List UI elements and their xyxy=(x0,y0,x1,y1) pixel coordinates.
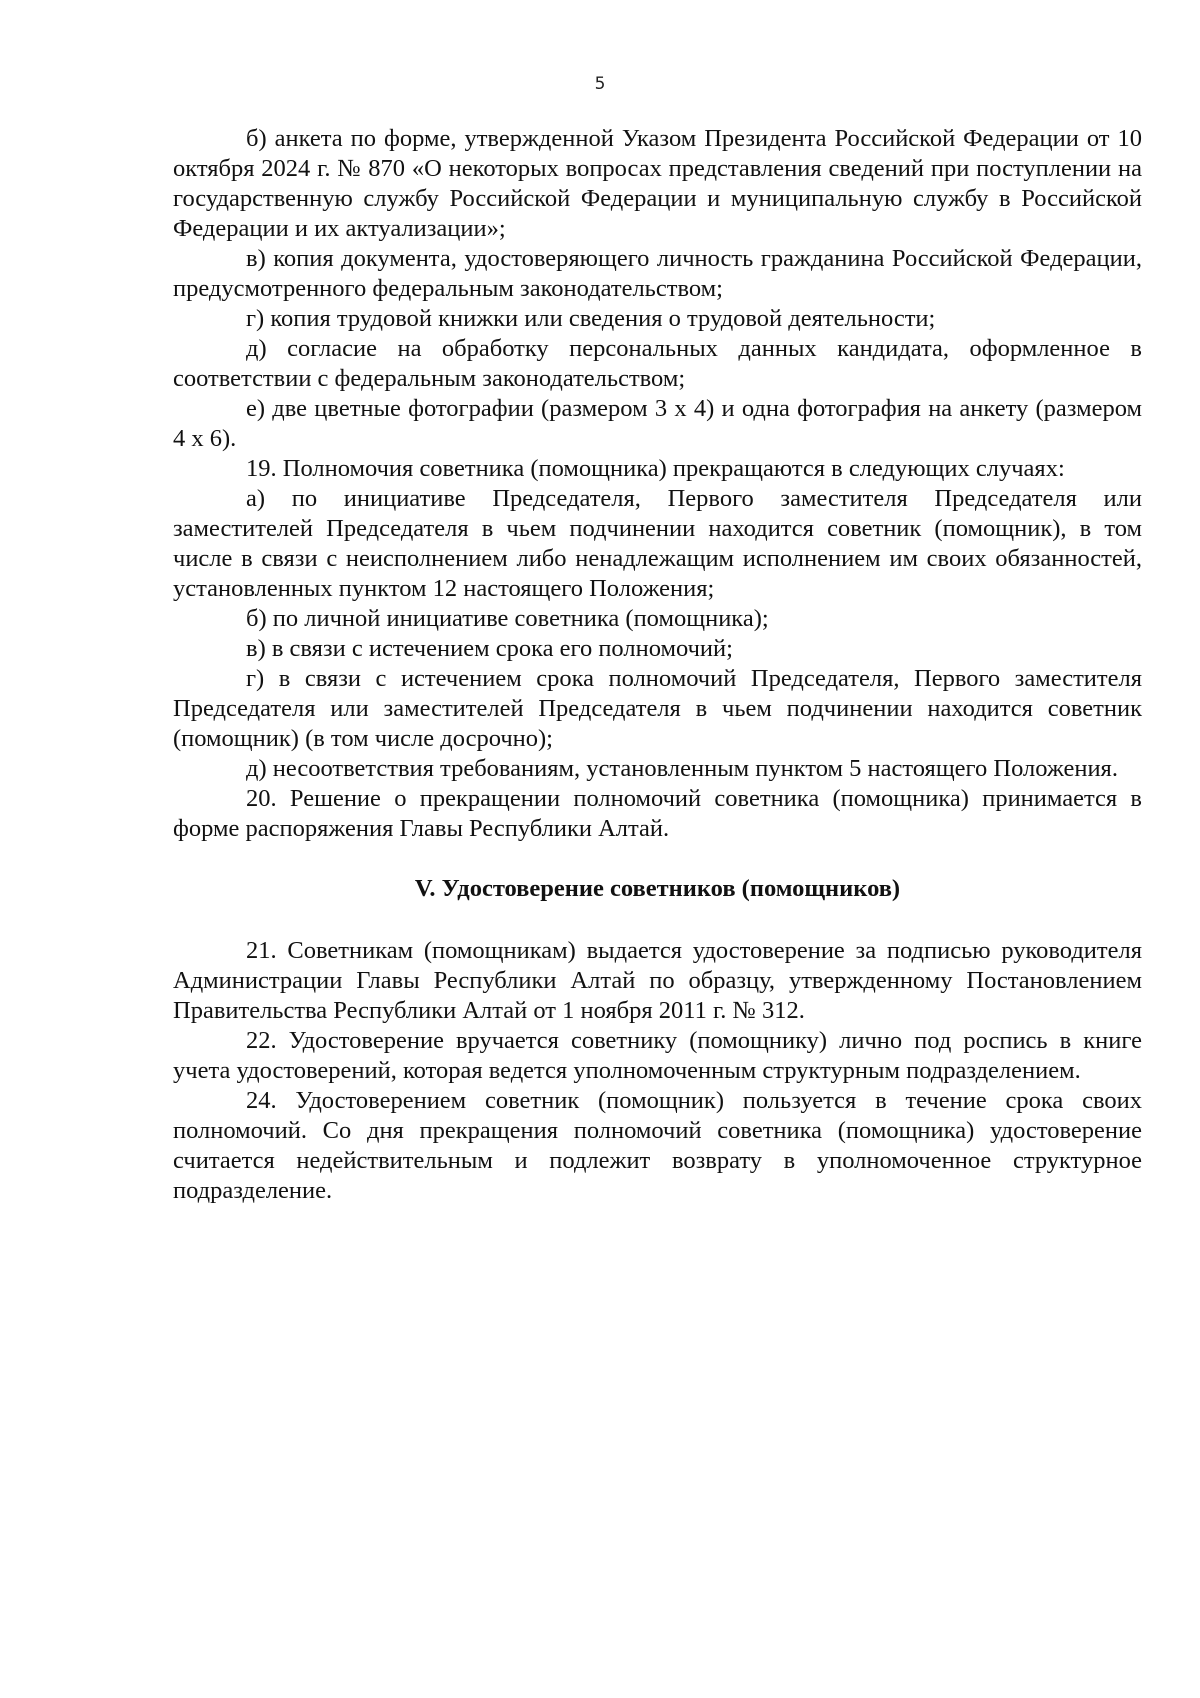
document-body xyxy=(173,124,1142,1206)
paragraph-19g: г) в связи с истечением срока полномочий Председателя, Первого заместителя Председателя или заместителей Председателя в чьем подчинении находится советник (помощник) (в том числе досрочно); xyxy=(173,665,1142,752)
paragraph-20-decision: 20. Решение о прекращении полномочий советника (помощника) принимается в форме распоряжения Главы Республики Алтай. xyxy=(173,785,1142,842)
paragraph-photos: е) две цветные фотографии (размером 3 х 4) и одна фотография на анкету (размером 4 х 6). xyxy=(173,395,1142,452)
page-number: 5 xyxy=(594,74,606,94)
paragraph-anketa: б) анкета по форме, утвержденной Указом Президента Российской Федерации от 10 октября 2024 г. № 870 «О некоторых вопросах представления сведений при поступлении на государственную службу Российской Федерации и муниципальную службу в Российской Федерации и их актуализации»; xyxy=(173,125,1142,242)
paragraph-19v: в) в связи с истечением срока его полномочий; xyxy=(246,635,733,662)
paragraph-21: 21. Советникам (помощникам) выдается удостоверение за подписью руководителя Администрации Главы Республики Алтай по образцу, утвержденному Постановлением Правительства Республики Алтай от 1 ноября 2011 г. № 312. xyxy=(173,937,1142,1024)
paragraph-19d: д) несоответствия требованиям, установленным пунктом 5 настоящего Положения. xyxy=(246,755,1118,782)
paragraph-passport-copy: в) копия документа, удостоверяющего личность гражданина Российской Федерации, предусмотренного федеральным законодательством; xyxy=(173,245,1142,302)
paragraph-work-book-copy: г) копия трудовой книжки или сведения о трудовой деятельности; xyxy=(246,305,936,332)
section-heading: V. Удостоверение советников (помощников) xyxy=(414,875,901,902)
paragraph-22: 22. Удостоверение вручается советнику (помощнику) лично под роспись в книге учета удостоверений, которая ведется уполномоченным структурным подразделением. xyxy=(173,1027,1142,1084)
paragraph-19a: а) по инициативе Председателя, Первого заместителя Председателя или заместителей Председателя в чьем подчинении находится советник (помощник), в том числе в связи с неисполнением либо ненадлежащим исполнением им своих обязанностей, установленных пунктом 12 настоящего Положения; xyxy=(173,485,1142,602)
paragraph-19b: б) по личной инициативе советника (помощника); xyxy=(246,605,769,632)
paragraph-data-consent: д) согласие на обработку персональных данных кандидата, оформленное в соответствии с федеральным законодательством; xyxy=(173,335,1142,392)
paragraph-24: 24. Удостоверением советник (помощник) пользуется в течение срока своих полномочий. Со дня прекращения полномочий советника (помощника) удостоверение считается недействительным и подлежит возврату в уполномоченное структурное подразделение. xyxy=(173,1087,1142,1204)
paragraph-19-termination: 19. Полномочия советника (помощника) прекращаются в следующих случаях: xyxy=(246,455,1065,482)
